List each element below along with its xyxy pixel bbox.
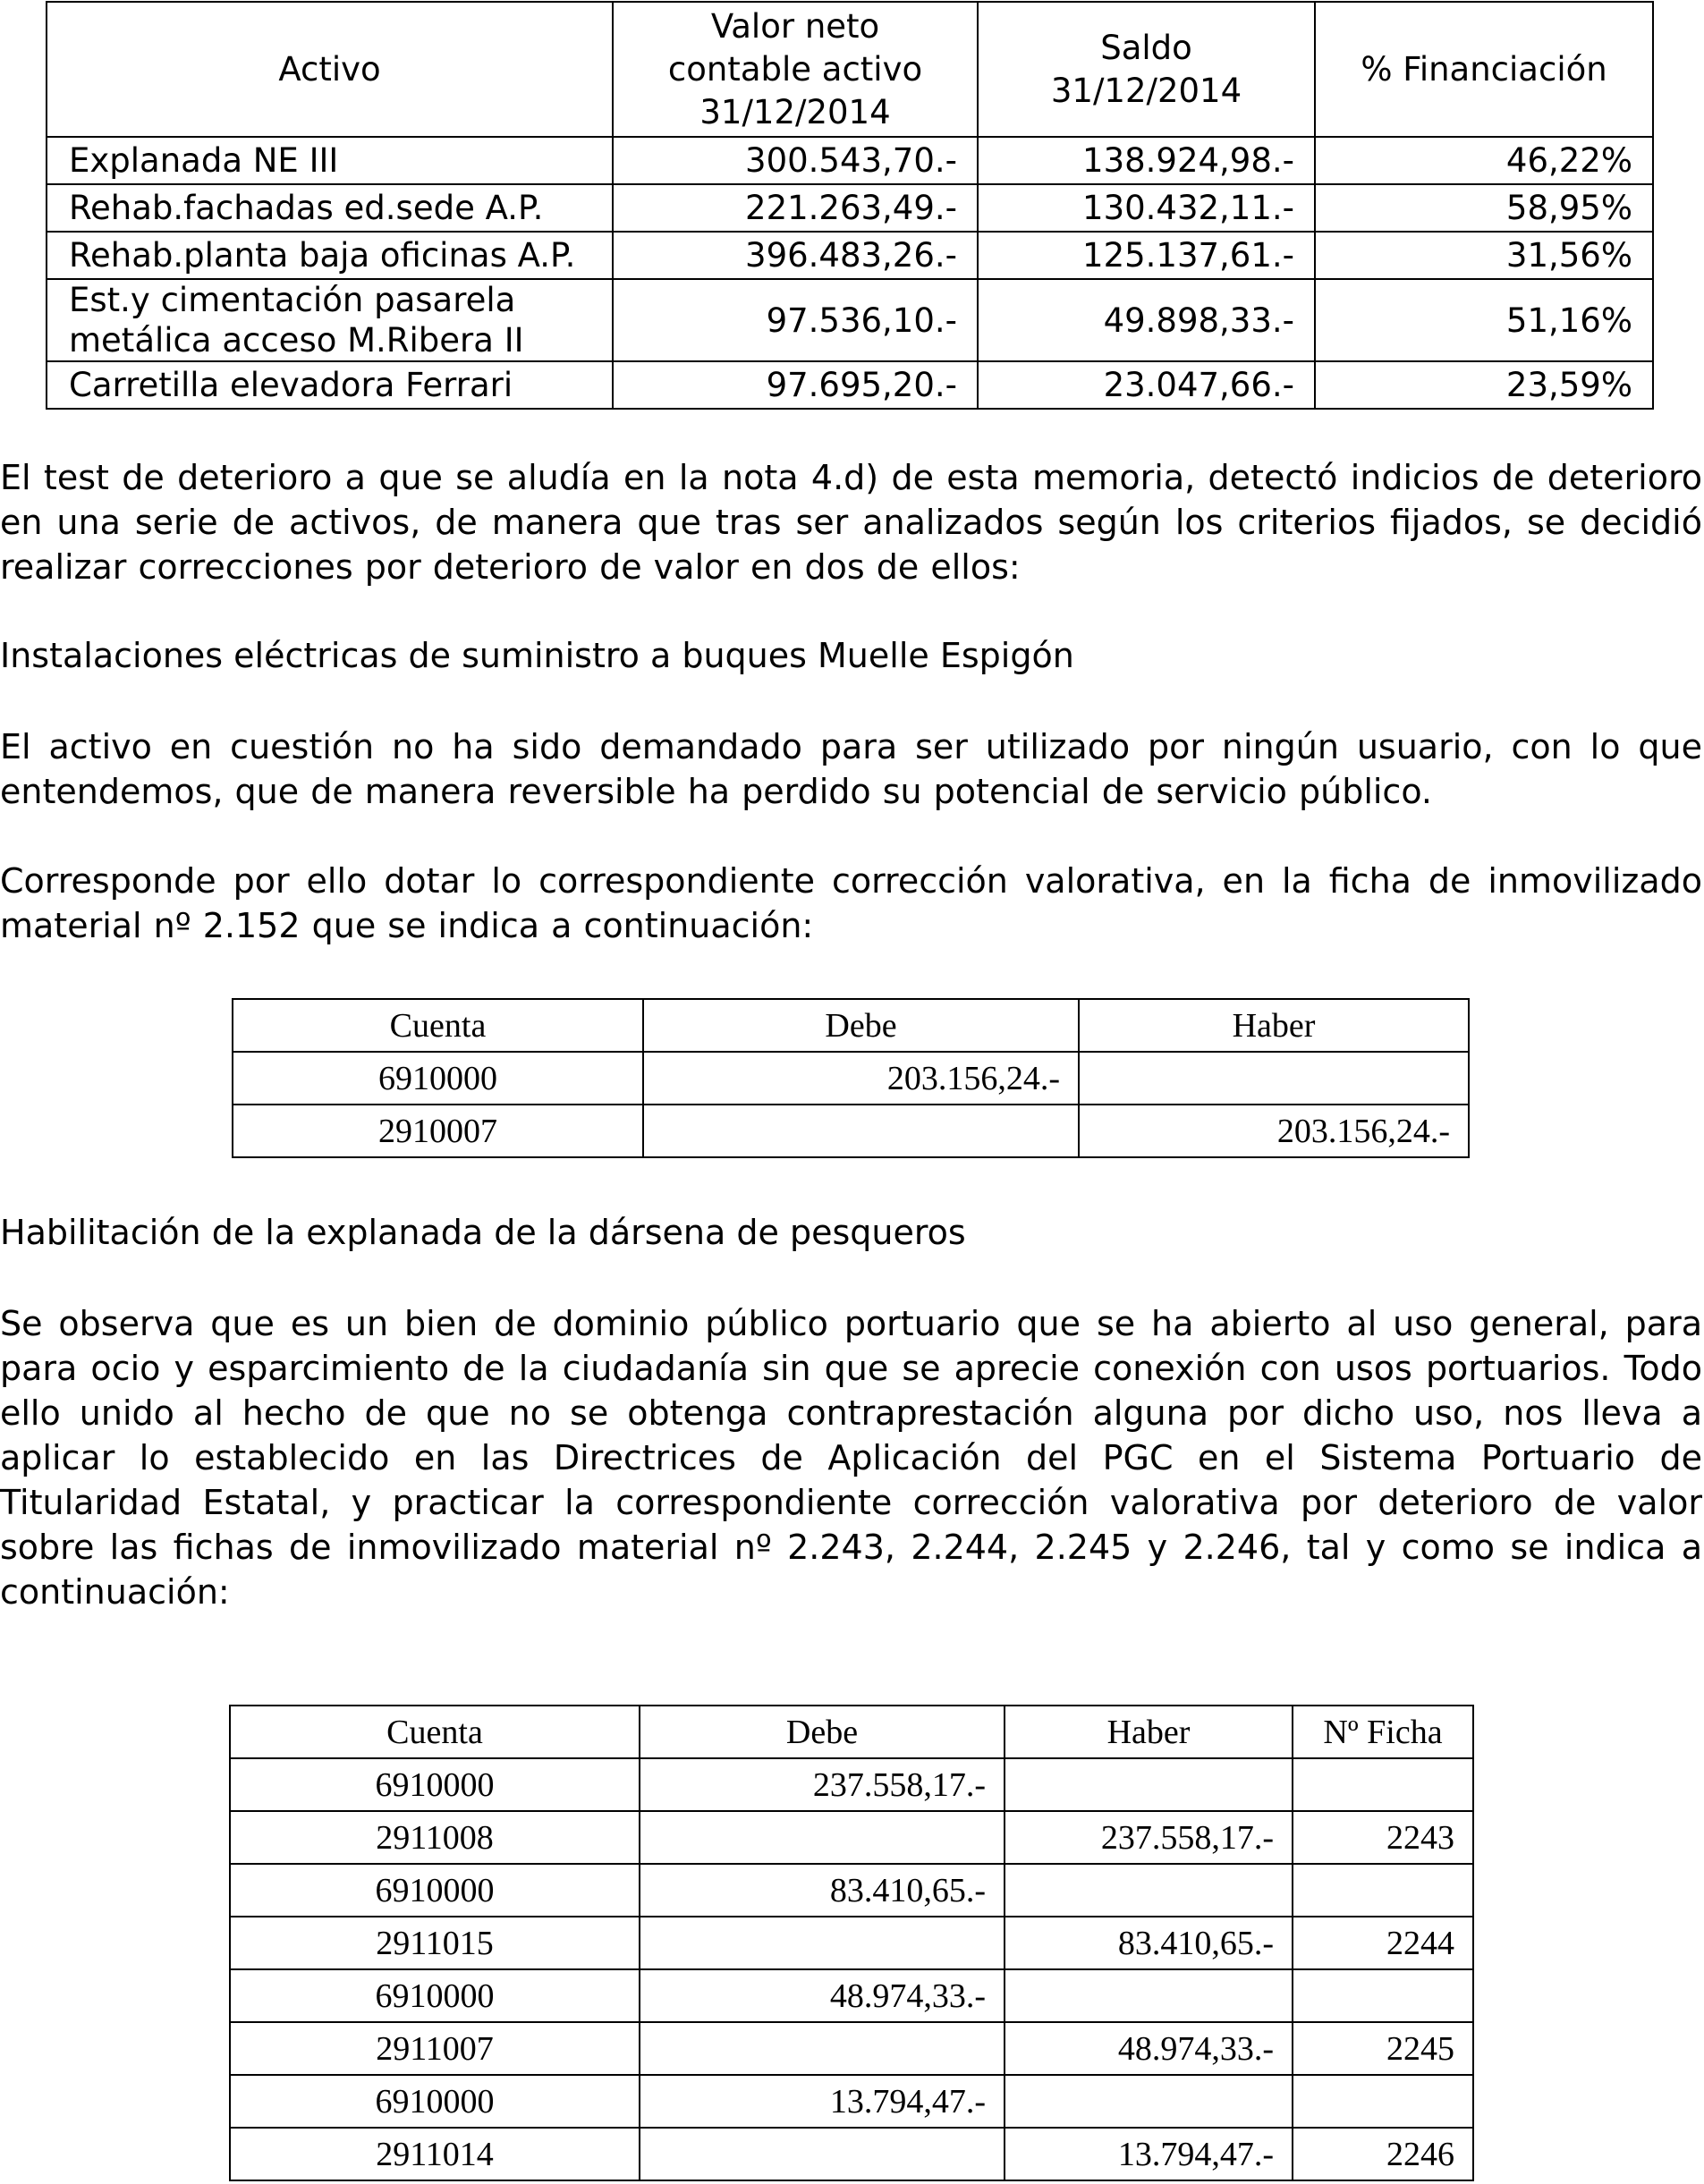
cell-cuenta: 6910000 [230,1864,640,1917]
header-financiacion [1315,2,1653,137]
cell-cuenta: 6910000 [230,2075,640,2128]
cell-valor: 396.483,26.- [613,232,978,279]
cell-cuenta: 2910007 [233,1105,643,1157]
cell-debe [643,1105,1079,1157]
paragraph-dominio-publico: Se observa que es un bien de dominio público portuario que se ha abierto al uso general, para para ocio y esparcimiento de la ciudadanía sin que se aprecie conexión con usos portuarios. Todo ello unido al hecho de que no se obtenga contraprestación alguna por dicho uso, nos lleva a aplicar lo establecido en las Directrices de Aplicación del PGC en el Sistema Portuario de Titularidad Estatal, y practicar la correspondiente corrección valorativa por deterioro de valor sobre las fichas de inmovilizado material nº 2.243, 2.244, 2.245 y 2.246, tal y como se indica a continuación: [0,1304,1702,1612]
cell-activo: Carretilla elevadora Ferrari [47,361,613,409]
cell-activo: Rehab.planta baja oficinas A.P. [47,232,613,279]
header-activo [47,2,613,137]
cell-haber: 237.558,17.- [1005,1811,1293,1864]
cell-haber [1079,1052,1469,1105]
table-row [47,361,1653,409]
cell-cuenta: 2911014 [230,2128,640,2180]
cell-debe: 83.410,65.- [640,1864,1005,1917]
cell-debe [640,2022,1005,2075]
cell-haber [1005,1969,1293,2022]
cell-saldo: 23.047,66.- [978,361,1315,409]
cell-valor: 221.263,49.- [613,184,978,232]
cell-haber [1005,2075,1293,2128]
cell-debe [640,2128,1005,2180]
cell-valor: 97.536,10.- [613,279,978,361]
cell-haber: 13.794,47.- [1005,2128,1293,2180]
table-row [47,232,1653,279]
cell-activo: Explanada NE III [47,137,613,184]
cell-haber: 203.156,24.- [1079,1105,1469,1157]
header-haber: Haber [1005,1706,1293,1758]
table-row [230,2128,1473,2180]
table-row [230,1917,1473,1969]
cell-ficha [1293,1864,1473,1917]
cell-activo [47,279,613,361]
header-line: % Financiación [1361,49,1607,89]
asset-financing-table [46,1,1654,410]
paragraph-deterioro-intro: El test de deterioro a que se aludía en la nota 4.d) de esta memoria, detectó indicios de deterioro en una serie de activos, de manera que tras ser analizados según los criterios fijados, se decidió realizar correcciones por deterioro de valor en dos de ellos: [0,458,1702,587]
header-haber: Haber [1079,999,1469,1052]
cell-debe [640,1917,1005,1969]
table-row [230,2022,1473,2075]
cell-ficha: 2244 [1293,1917,1473,1969]
cell-ficha: 2245 [1293,2022,1473,2075]
cell-ficha [1293,1969,1473,2022]
section-heading-explanada: Habilitación de la explanada de la dársena de pesqueros [0,1213,966,1252]
cell-saldo: 138.924,98.- [978,137,1315,184]
cell-haber: 48.974,33.- [1005,2022,1293,2075]
cell-saldo: 130.432,11.- [978,184,1315,232]
table-row [47,137,1653,184]
cell-cuenta: 6910000 [230,1969,640,2022]
cell-haber: 83.410,65.- [1005,1917,1293,1969]
section-heading-instalaciones: Instalaciones eléctricas de suministro a buques Muelle Espigón [0,636,1074,675]
table-header-row [230,1706,1473,1758]
header-line: 31/12/2014 [1050,71,1242,110]
header-valor-neto [613,2,978,137]
paragraph-activo-no-demandado: El activo en cuestión no ha sido demandado para ser utilizado por ningún usuario, con lo que entendemos, que de manera reversible ha perdido su potencial de servicio público. [0,727,1702,811]
cell-cuenta: 2911008 [230,1811,640,1864]
cell-ficha [1293,1758,1473,1811]
cell-saldo: 49.898,33.- [978,279,1315,361]
cell-line: metálica acceso M.Ribera II [69,321,524,360]
table-row [47,184,1653,232]
cell-ficha: 2243 [1293,1811,1473,1864]
cell-pct: 58,95% [1315,184,1653,232]
table-header-row [47,2,1653,137]
header-line: contable activo [667,49,923,89]
header-debe: Debe [643,999,1079,1052]
table-row [230,1811,1473,1864]
cell-cuenta: 2911015 [230,1917,640,1969]
cell-cuenta: 2911007 [230,2022,640,2075]
cell-haber [1005,1864,1293,1917]
header-cuenta: Cuenta [230,1706,640,1758]
cell-cuenta: 6910000 [230,1758,640,1811]
journal-entry-table-fichas [229,1705,1474,2181]
header-saldo [978,2,1315,137]
header-line: Activo [278,49,381,89]
cell-activo: Rehab.fachadas ed.sede A.P. [47,184,613,232]
header-ficha: Nº Ficha [1293,1706,1473,1758]
cell-pct: 31,56% [1315,232,1653,279]
table-row [230,1758,1473,1811]
cell-debe: 48.974,33.- [640,1969,1005,2022]
cell-pct: 46,22% [1315,137,1653,184]
cell-pct: 23,59% [1315,361,1653,409]
journal-entry-table-2152 [232,998,1470,1158]
cell-debe: 237.558,17.- [640,1758,1005,1811]
table-header-row [233,999,1469,1052]
header-debe: Debe [640,1706,1005,1758]
table-row [233,1052,1469,1105]
table-row [230,2075,1473,2128]
cell-debe [640,1811,1005,1864]
cell-cuenta: 6910000 [233,1052,643,1105]
cell-valor: 300.543,70.- [613,137,978,184]
cell-saldo: 125.137,61.- [978,232,1315,279]
cell-pct: 51,16% [1315,279,1653,361]
cell-debe: 203.156,24.- [643,1052,1079,1105]
cell-valor: 97.695,20.- [613,361,978,409]
header-line: Valor neto [710,6,880,46]
cell-line: Est.y cimentación pasarela [69,281,516,319]
table-row [230,1864,1473,1917]
header-cuenta: Cuenta [233,999,643,1052]
table-row [233,1105,1469,1157]
cell-debe: 13.794,47.- [640,2075,1005,2128]
cell-ficha: 2246 [1293,2128,1473,2180]
header-line: 31/12/2014 [699,92,891,131]
table-row [47,279,1653,361]
header-line: Saldo [1100,28,1192,67]
table-row [230,1969,1473,2022]
cell-ficha [1293,2075,1473,2128]
cell-haber [1005,1758,1293,1811]
paragraph-correccion-valorativa: Corresponde por ello dotar lo correspondiente corrección valorativa, en la ficha de inmovilizado material nº 2.152 que se indica a continuación: [0,861,1702,945]
